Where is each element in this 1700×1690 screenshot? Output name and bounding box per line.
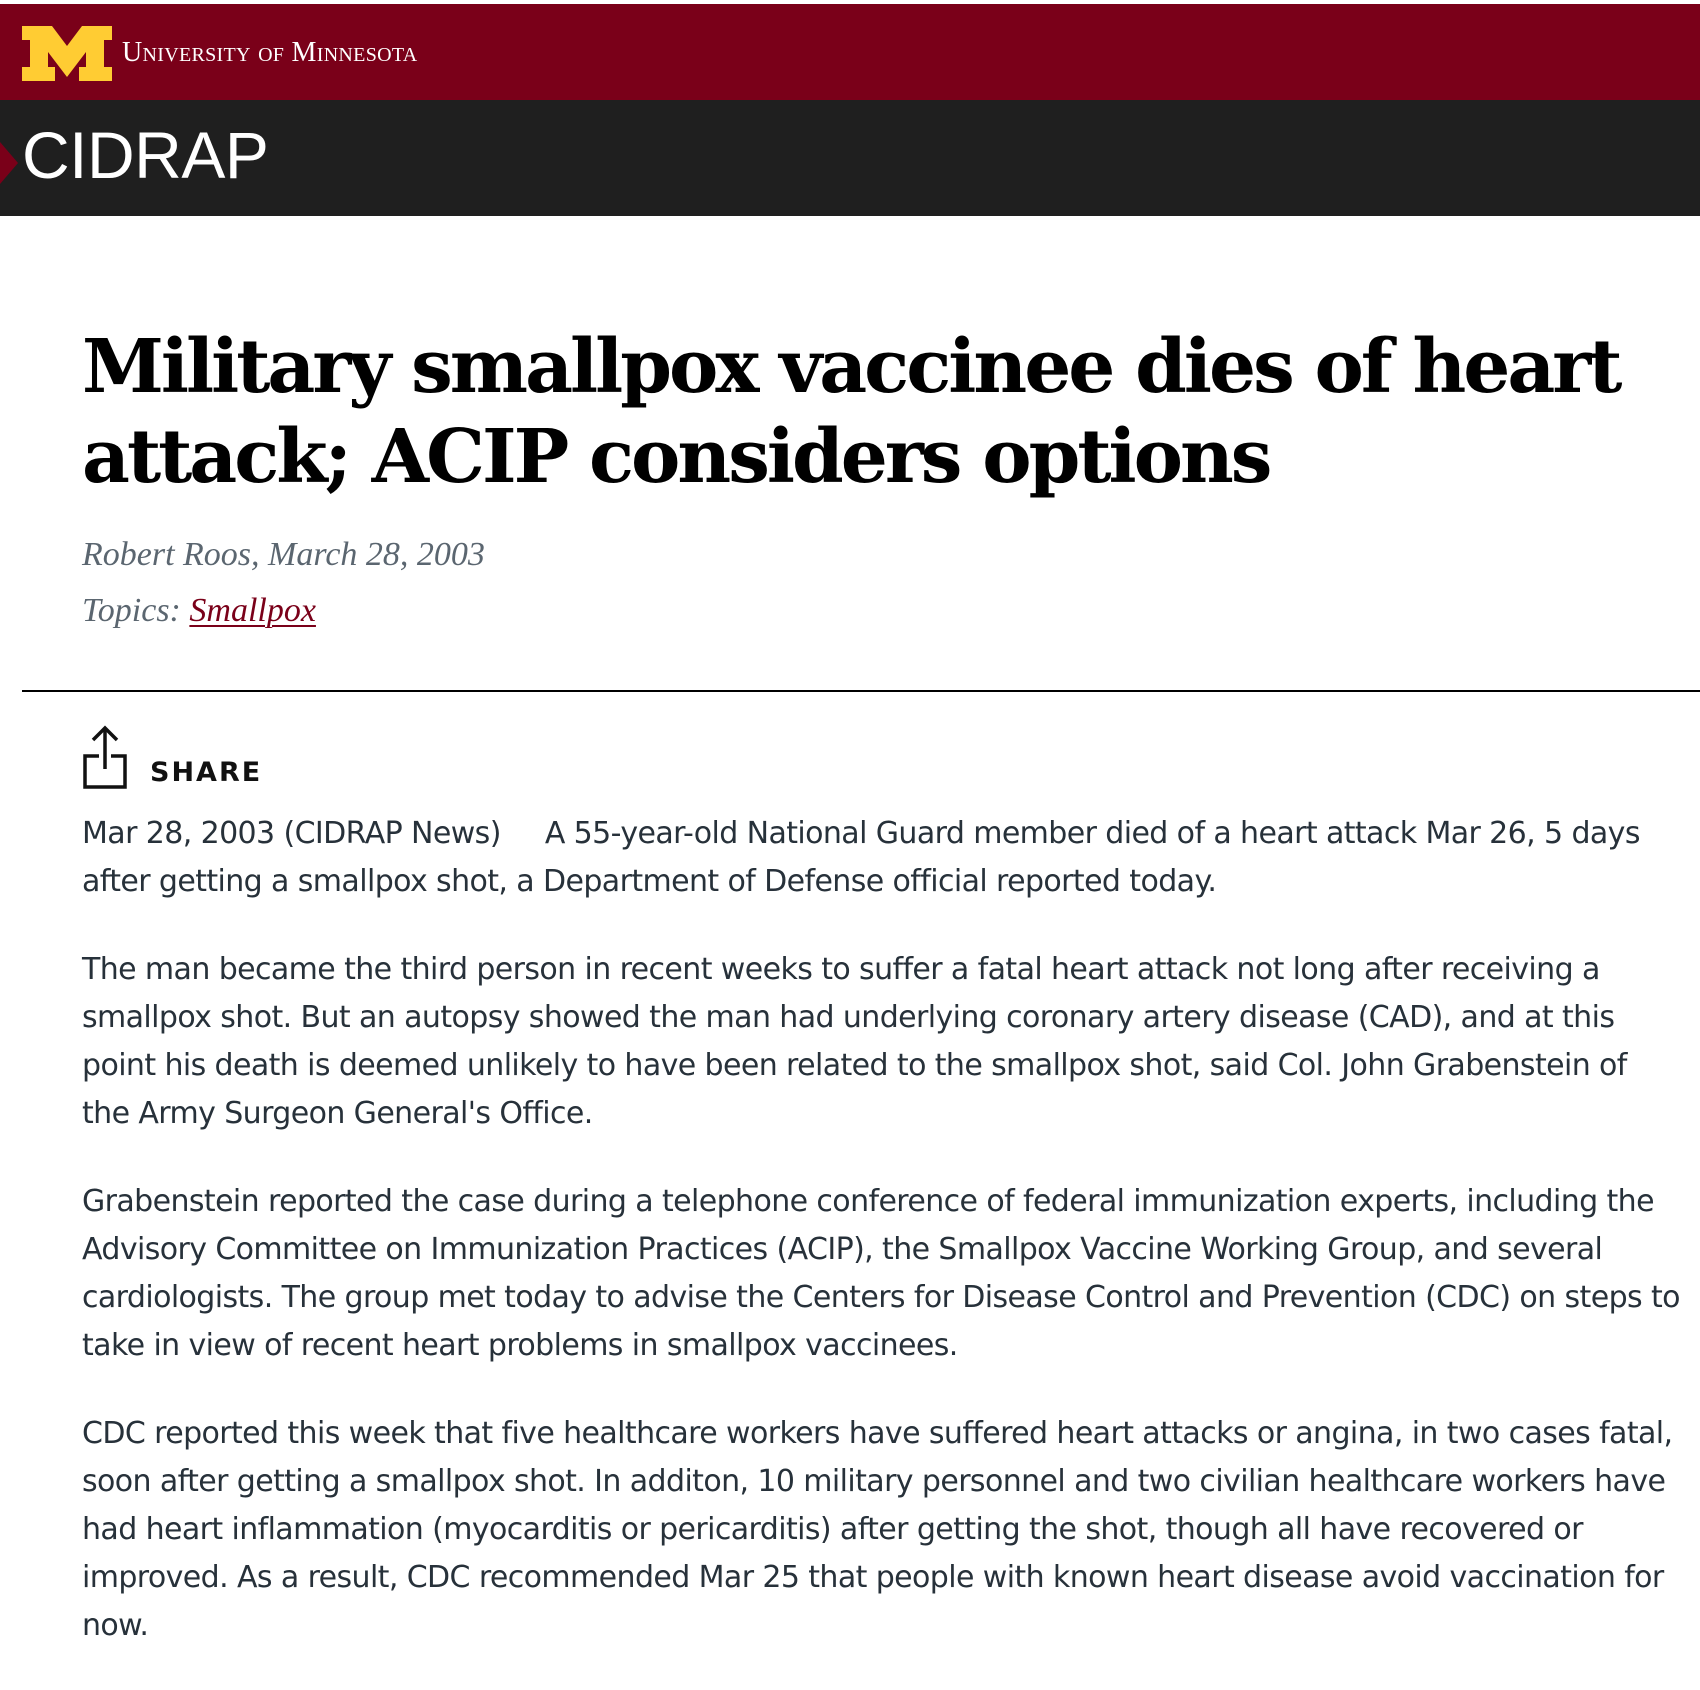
umn-block-m-logo-icon	[22, 26, 112, 81]
article-body	[82, 810, 1682, 1690]
article-dateline: Mar 28, 2003 (CIDRAP News)	[82, 816, 501, 851]
article-lead-text: A 55-year-old National Guard member died of a heart attack Mar 26, 5 days after getting a smallpox shot, a Department of Defense official reported today.	[82, 816, 1640, 899]
share-icon	[82, 724, 128, 790]
article-paragraph-lead	[82, 810, 1682, 906]
article-author: Robert Roos,	[82, 536, 260, 573]
share-label: SHARE	[150, 757, 263, 788]
article-byline	[82, 536, 485, 574]
university-name: University of Minnesota	[122, 37, 418, 68]
topic-link-smallpox[interactable]: Smallpox	[189, 592, 316, 629]
site-header	[0, 100, 1700, 216]
article-paragraph: The man became the third person in recent weeks to suffer a fatal heart attack not long after receiving a smallpox shot. But an autopsy showed the man had underlying coronary artery disease (CAD), and at this point his death is deemed unlikely to have been related to the smallpox shot, said Col. John Grabenstein of the Army Surgeon General's Office.	[82, 952, 1627, 1131]
university-header	[0, 4, 1700, 100]
share-button[interactable]	[82, 724, 262, 790]
article-paragraph: CDC reported this week that five healthcare workers have suffered heart attacks or angina, in two cases fatal, soon after getting a smallpox shot. In additon, 10 military personnel and two civilian healthcare workers have had heart inflammation (myocarditis or pericarditis) after getting the shot, though all have recovered or improved. As a result, CDC recommended Mar 25 that people with known heart disease avoid vaccination for now.	[82, 1416, 1673, 1643]
article-paragraph: Grabenstein reported the case during a telephone conference of federal immunization experts, including the Advisory Committee on Immunization Practices (ACIP), the Smallpox Vaccine Working Group, and several cardiologists. The group met today to advise the Centers for Disease Control and Prevention (CDC) on steps to take in view of recent heart problems in smallpox vaccinees.	[82, 1184, 1680, 1363]
article-topics	[82, 592, 316, 630]
site-logo-link[interactable]: CIDRAP	[22, 118, 269, 192]
topics-label: Topics:	[82, 592, 181, 629]
brand-marker	[0, 142, 18, 184]
header-divider	[22, 690, 1700, 692]
article-title: Military smallpox vaccinee dies of heart attack; ACIP considers options	[82, 324, 1620, 500]
article-date: March 28, 2003	[268, 536, 485, 573]
